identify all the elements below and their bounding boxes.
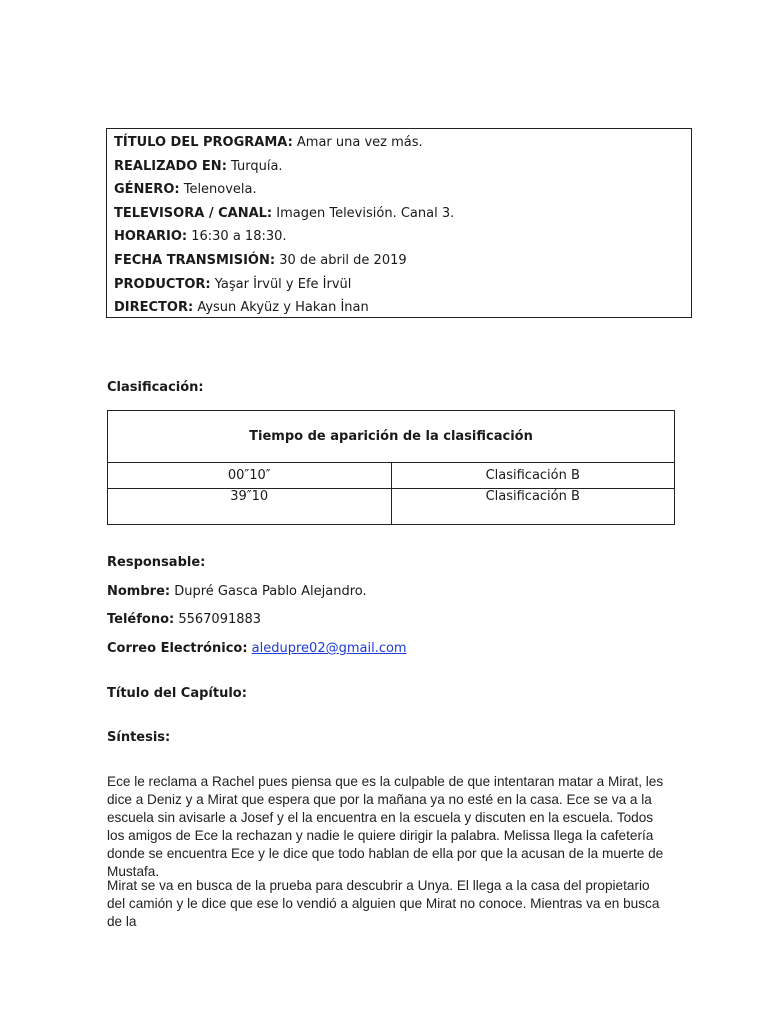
info-line-titulo: TÍTULO DEL PROGRAMA: Amar una vez más.	[114, 135, 423, 150]
info-line-director: DIRECTOR: Aysun Akyüz y Hakan İnan	[114, 300, 369, 316]
telefono-line: Teléfono: 5567091883	[107, 612, 262, 627]
clasificacion-heading: Clasificación:	[107, 380, 204, 395]
table-cell-rating: Clasificación B	[391, 489, 675, 525]
info-line-horario: HORARIO: 16:30 a 18:30.	[114, 229, 287, 245]
table-cell-time: 00″10″	[108, 463, 392, 489]
email-link[interactable]: aledupre02@gmail.com	[251, 641, 407, 656]
program-info-box	[106, 128, 692, 318]
info-line-productor: PRODUCTOR: Yaşar İrvül y Efe İrvül	[114, 276, 352, 292]
clasificacion-table	[107, 410, 675, 525]
info-line-televisora: TELEVISORA / CANAL: Imagen Televisión. Canal 3.	[114, 205, 455, 221]
sintesis-paragraph-2: Mirat se va en busca de la prueba para descubrir a Unya. El llega a la casa del propietario del camión y le dice que ese lo vendió a alguien que Mirat no conoce. Mientras va en busca de la	[107, 878, 660, 929]
table-cell-time: 39″10	[108, 489, 392, 525]
titulo-capitulo-heading: Título del Capítulo:	[107, 686, 247, 701]
sintesis-paragraph-1: Ece le reclama a Rachel pues piensa que es la culpable de que intentaran matar a Mirat, les dice a Deniz y a Mirat que espera que por la mañana ya no esté en la casa. Ece se va a la escuela sin avisarle a Josef y el la encuentra en la escuela y discuten en la escuela. Todos los amigos de Ece la rechazan y nadie le quiere dirigir la palabra. Melissa llega la cafetería donde se encuentra Ece y le dice que todo hablan de ella por que la acusan de la muerte de Mustafa.	[107, 774, 664, 879]
clasificacion-table-header: Tiempo de aparición de la clasificación	[108, 411, 675, 463]
responsable-heading: Responsable:	[107, 555, 206, 570]
info-line-fecha: FECHA TRANSMISIÓN: 30 de abril de 2019	[114, 252, 407, 268]
table-row	[108, 489, 675, 525]
nombre-line: Nombre: Dupré Gasca Pablo Alejandro.	[107, 584, 367, 599]
info-line-genero: GÉNERO: Telenovela.	[114, 182, 257, 198]
info-line-realizado: REALIZADO EN: Turquía.	[114, 158, 283, 174]
sintesis-heading: Síntesis:	[107, 730, 171, 745]
correo-line: Correo Electrónico: aledupre02@gmail.com	[107, 641, 407, 656]
table-row	[108, 463, 675, 489]
clasificacion-table-header-row	[108, 411, 675, 463]
table-cell-rating: Clasificación B	[391, 463, 675, 489]
